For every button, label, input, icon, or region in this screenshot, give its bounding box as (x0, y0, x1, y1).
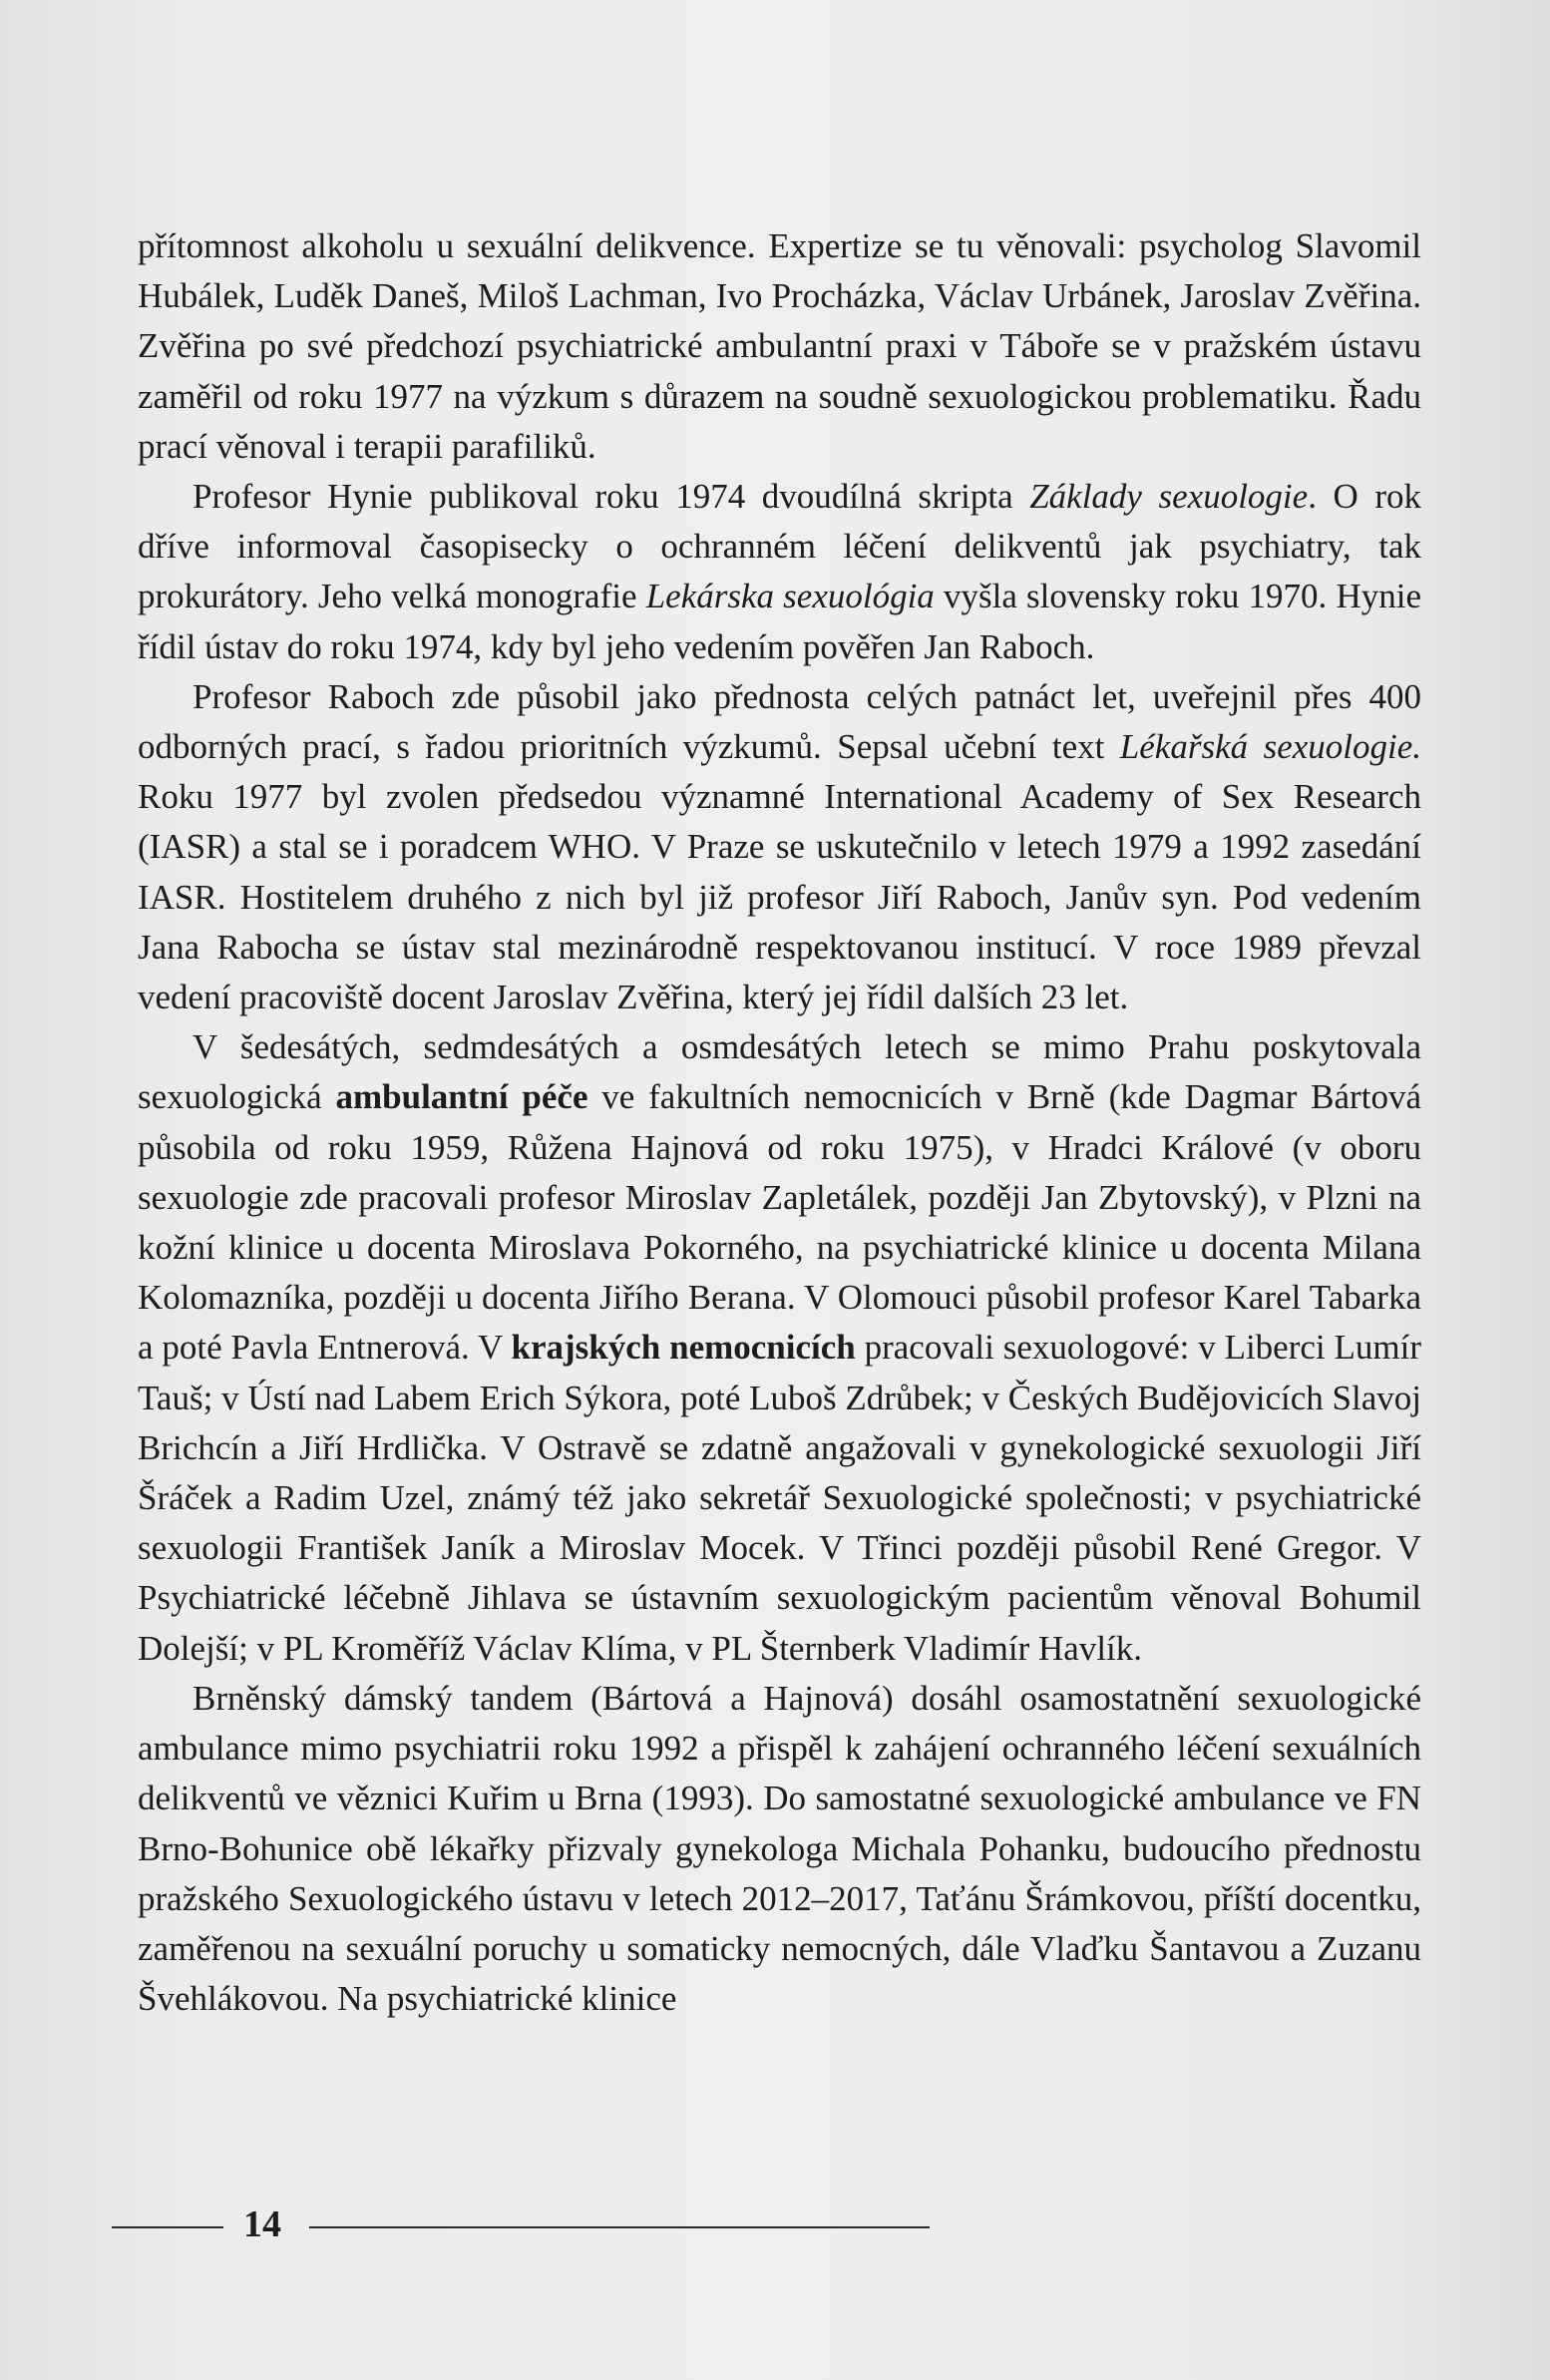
paragraph-3 (138, 672, 1421, 1022)
text-run: přítomnost alkoholu u sexuální delikvence. Expertize se tu věnovali: psycholog Slavomil Hubálek, Luděk Daneš, Miloš Lachman, Ivo Procházka, Václav Urbánek, Jaroslav Zvěřina. Zvěřina po své předchozí psychiatrické ambulantní praxi v Táboře se v pražském ústavu zaměřil od roku 1977 na výzkum s důrazem na soudně sexuologickou problematiku. Řadu prací věnoval i terapii parafiliků. (138, 226, 1421, 466)
text-run: Brněnský dámský tandem (Bártová a Hajnová) dosáhl osamostatnění sexuologické ambulance mimo psychiatrii roku 1992 a přispěl k zahájení ochranného léčení sexuálních delikventů ve věznici Kuřim u Brna (1993). Do samostatné sexuologické ambulance ve FN Brno-Bohunice obě lékařky přizvaly gynekologa Michala Pohanku, budoucího přednostu pražského Sexuologického ústavu v letech 2012–2017, Taťánu Šrámkovou, příští docentku, zaměřenou na sexuální poruchy u somaticky nemocných, dále Vlaďku Šantavou a Zuzanu Švehlákovou. Na psychiatrické klinice (138, 1678, 1421, 2019)
bold-term: krajských nemocnicích (511, 1328, 856, 1368)
paragraph-5 (138, 1674, 1421, 2024)
body-text (138, 221, 1421, 2024)
page-number: 14 (243, 2203, 281, 2245)
italic-title: Lékařská sexuologie. (1119, 727, 1421, 767)
text-run: . O rok dříve informoval časopisecky o ochranném léčení delikventů jak psychiatry, tak prokurátory. Jeho velká monografie (138, 477, 1421, 616)
footer-rule-right (309, 2226, 930, 2228)
text-run: ve fakultních nemocnicích v Brně (kde Dagmar Bártová působila od roku 1959, Růžena Hajnová od roku 1975), v Hradci Králové (v oboru sexuologie zde pracovali profesor Miroslav Zapletálek, později Jan Zbytovský), v Plzni na kožní klinice u docenta Miroslava Pokorného, na psychiatrické klinice u docenta Milana Kolomazníka, později u docenta Jiřího Berana. V Olomouci působil profesor Karel Tabarka a poté Pavla Entnerová. V (138, 1077, 1421, 1368)
italic-title: Lekárska sexuológia (645, 577, 935, 616)
footer-rule-left (112, 2226, 223, 2228)
italic-title: Základy sexuologie (1029, 477, 1309, 517)
text-run: V šedesátých, sedmdesátých a osmdesátých letech se mimo Prahu poskytovala sexuologická (138, 1027, 1421, 1117)
paragraph-1 (138, 221, 1421, 472)
text-run: Roku 1977 byl zvolen předsedou významné International Academy of Sex Research (IASR) a stal se i poradcem WHO. V Praze se uskutečnilo v letech 1979 a 1992 zasedání IASR. Hostitelem druhého z nich byl již profesor Jiří Raboch, Janův syn. Pod vedením Jana Rabocha se ústav stal mezinárodně respektovanou institucí. V roce 1989 převzal vedení pracoviště docent Jaroslav Zvěřina, který jej řídil dalších 23 let. (138, 777, 1421, 1017)
paragraph-2 (138, 472, 1421, 672)
text-run: Profesor Raboch zde působil jako přednosta celých patnáct let, uveřejnil přes 400 odborných prací, s řadou prioritních výzkumů. Sepsal učební text (138, 676, 1421, 767)
page-footer (112, 2199, 930, 2249)
text-run: vyšla slovensky roku 1970. Hynie řídil ústav do roku 1974, kdy byl jeho vedením pověřen Jan Raboch. (138, 577, 1421, 666)
bold-term: ambulantní péče (335, 1077, 588, 1117)
paragraph-4 (138, 1022, 1421, 1674)
text-run: Profesor Hynie publikoval roku 1974 dvoudílná skripta (193, 477, 1030, 517)
text-run: pracovali sexuologové: v Liberci Lumír Tauš; v Ústí nad Labem Erich Sýkora, poté Luboš Zdrůbek; v Českých Budějovicích Slavoj Brichcín a Jiří Hrdlička. V Ostravě se zdatně angažovali v gynekologické sexuologii Jiří Šráček a Radim Uzel, známý též jako sekretář Sexuologické společnosti; v psychiatrické sexuologii František Janík a Miroslav Mocek. V Třinci později působil René Gregor. V Psychiatrické léčebně Jihlava se ústavním sexuologickým pacientům věnoval Bohumil Dolejší; v PL Kroměříž Václav Klíma, v PL Šternberk Vladimír Havlík. (138, 1328, 1421, 1668)
